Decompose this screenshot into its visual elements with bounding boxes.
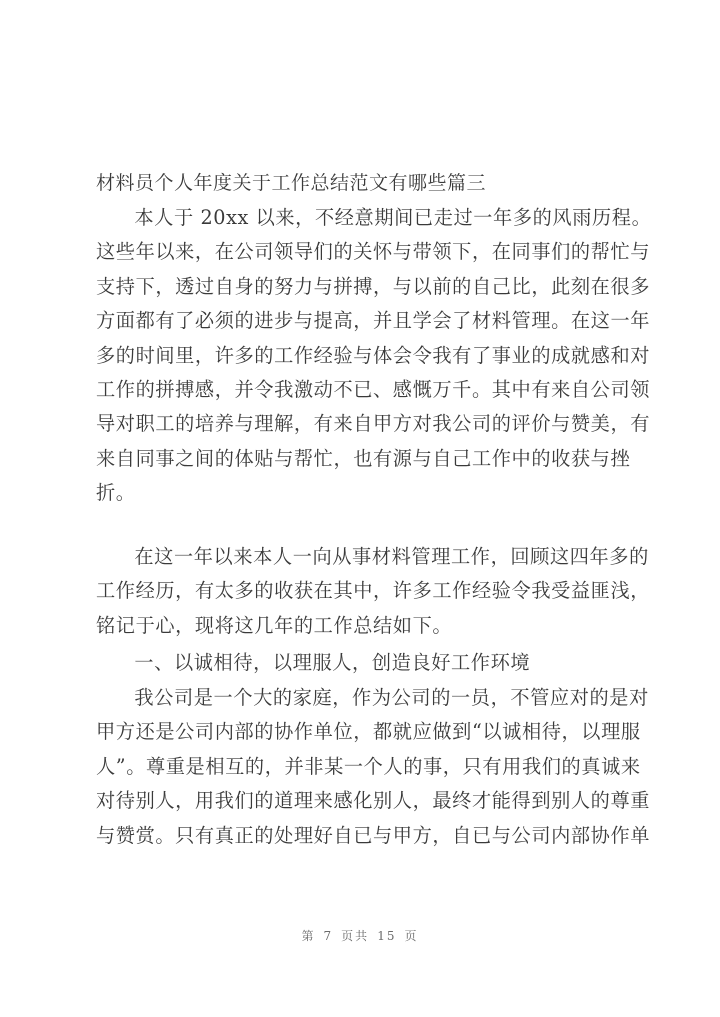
paragraph-line: 多的时间里，许多的工作经验与体会令我有了事业的成就感和对 (96, 343, 651, 367)
paragraph-line: 方面都有了必须的进步与提高，并且学会了材料管理。在这一年 (96, 309, 651, 333)
footer-suffix: 页 (404, 929, 419, 943)
paragraph-line: 我公司是一个大的家庭，作为公司的一员，不管应对的是对 (134, 686, 649, 709)
paragraph-line: 折。 (96, 481, 136, 505)
paragraph-line: 对待别人，用我们的道理来感化别人，最终才能得到别人的尊重 (96, 789, 651, 813)
paragraph-line: 导对职工的培养与理解，有来自甲方对我公司的评价与赞美，有 (96, 412, 651, 436)
paragraph-3 (96, 681, 666, 853)
paragraph-line: 人”。尊重是相互的，并非某一个人的事，只有用我们的真诚来 (96, 754, 641, 778)
paragraph-line: 在这一年以来本人一向从事材料管理工作，回顾这四年多的 (134, 545, 649, 568)
paragraph-line: 本人于 20xx 以来，不经意期间已走过一年多的风雨历程。 (134, 206, 652, 229)
paragraph-line: 甲方还是公司内部的协作单位，都就应做到“以诚相待，以理服 (96, 720, 641, 744)
paragraph-line: 来自同事之间的体贴与帮忙，也有源与自己工作中的收获与挫 (96, 446, 631, 470)
footer-current-page: 7 (323, 929, 334, 943)
section-heading: 一、以诚相待，以理服人，创造良好工作环境 (134, 651, 531, 674)
paragraph-line: 这些年以来，在公司领导们的关怀与带领下，在同事们的帮忙与 (96, 240, 651, 264)
footer-total-pages: 15 (377, 929, 397, 943)
paragraph-1 (96, 201, 666, 511)
paragraph-line: 支持下，透过自身的努力与拼搏，与以前的自己比，此刻在很多 (96, 274, 651, 298)
page-footer (0, 927, 720, 944)
document-title: 材料员个人年度关于工作总结范文有哪些篇三 (96, 172, 487, 194)
paragraph-line: 工作的拼搏感，并令我激动不已、感慨万千。其中有来自公司领 (96, 378, 651, 402)
paragraph-2 (96, 540, 666, 643)
paragraph-line: 与赞赏。只有真正的处理好自已与甲方，自已与公司内部协作单 (96, 823, 651, 847)
footer-prefix: 第 (301, 929, 316, 943)
footer-mid: 页共 (341, 929, 370, 943)
paragraph-line: 铭记于心，现将这几年的工作总结如下。 (96, 613, 453, 637)
paragraph-line: 工作经历，有太多的收获在其中，许多工作经验令我受益匪浅， (96, 579, 651, 603)
